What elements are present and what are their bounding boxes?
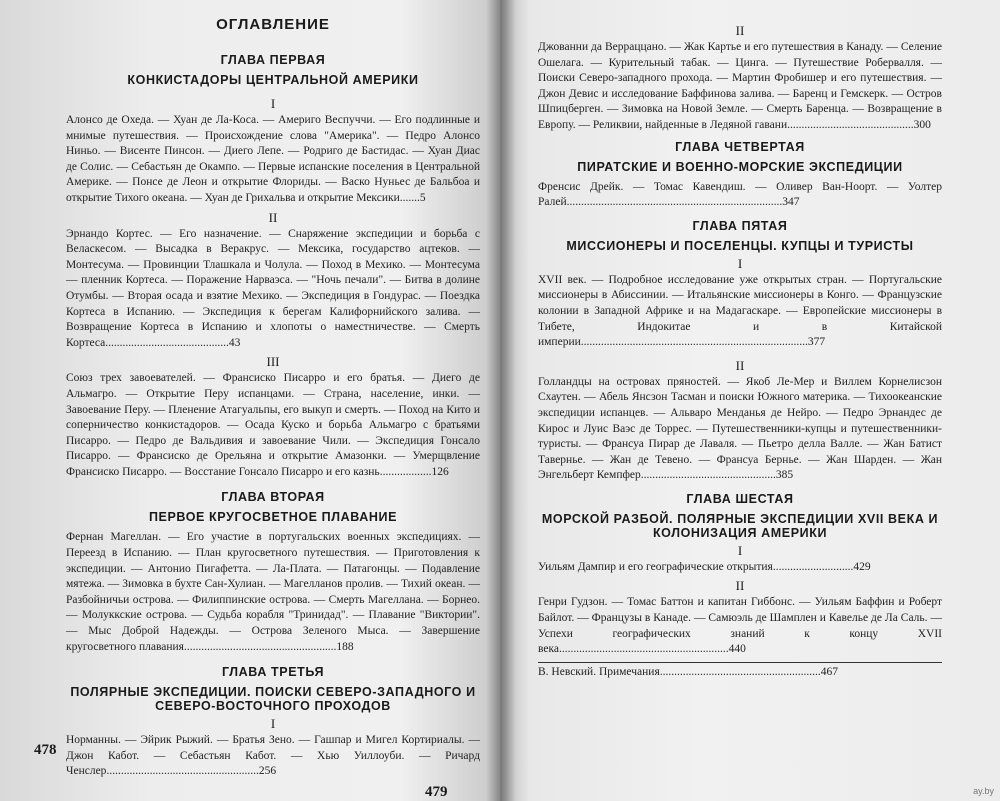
entry-page: 429: [853, 560, 871, 573]
entry-page: 440: [728, 643, 746, 656]
entry-page: 126: [431, 465, 449, 478]
book-gutter: [486, 0, 516, 801]
entry-page: 300: [913, 118, 931, 131]
toc-entry: В. Невский. Примечания........................................................467: [538, 665, 838, 678]
entry-page: 188: [336, 640, 354, 653]
chapter-6-section-1-number: I: [737, 542, 743, 558]
entry-text: Френсис Дрейк. — Томас Кавендиш. — Оливер Ван-Ноорт. — Уолтер Ралей: [538, 180, 942, 209]
chapter-4-title: ПИРАТСКИЕ И ВОЕННО-МОРСКИЕ ЭКСПЕДИЦИИ: [577, 159, 903, 174]
entry-text: Эрнандо Кортес. — Его назначение. — Снаряжение экспедиции и борьба с Веласкесом. — Высадка в Веракрус. — Мексика, государство ацтеков. — Монтесума. — Провинции Тлашкала и Чолула. — Поход в Мехико. — Монтесума — пленник Кортеса. — Поражение Нарваэса. — "Ночь печали". — Битва в долине Отумбы. — Вторая осада и взятие Мехико. — Экспедиция в Гондурас. — Поездка Кортеса в Испанию. — Экспедиция к берегам Калифорнийского залива. — Возвращение Кортеса в Испанию и хлопоты о наместничестве. — Смерть Кортеса: [66, 227, 480, 349]
chapter-5-heading: ГЛАВА ПЯТАЯ: [692, 218, 788, 233]
entry-text: Алонсо де Охеда. — Хуан де Ла-Коса. — Америго Веспуччи. — Его подлинные и мнимые путешествия. — Происхождение слова "Америка". — Педро Алонсо Ниньо. — Висенте Пинсон. — Диего Лепе. — Родриго де Бастидас. — Хуан Диас де Солис. — Себастьян де Окампо. — Первые испанские поселения в Центральной Америке. — Понсе де Леон и открытие Флориды. — Васко Нуньес де Бальбоа и открытие Тихого океана. — Хуан де Грихальва и открытие Мексики: [66, 114, 480, 204]
entry-page: 467: [820, 665, 838, 678]
toc-entry: Эрнандо Кортес. — Его назначение. — Снаряжение экспедиции и борьба с Веласкесом. — Высадка в Веракрус. — Мексика, государство ацтеков. — Монтесума. — Провинции Тлашкала и Чолула. — Поход в Мехико. — Монтесума — пленник Кортеса. — Поражение Нарваэса. — "Ночь печали". — Битва в долине Отумбы. — Вторая осада и взятие Мехико. — Экспедиция в Гондурас. — Поездка Кортеса в Испанию. — Экспедиция к берегам Калифорнийского залива. — Возвращение Кортеса в Испанию и хлопоты о наместничестве. — Смерть Кортеса...........................................43: [66, 227, 480, 349]
entry-page: 377: [807, 336, 826, 349]
page-number-right: 479: [425, 784, 448, 800]
entry-text: Уильям Дампир и его географические открытия: [538, 560, 773, 573]
chapter-5-section-1-number: I: [737, 255, 743, 271]
toc-entry: Алонсо де Охеда. — Хуан де Ла-Коса. — Америго Веспуччи. — Его подлинные и мнимые путешествия. — Происхождение слова "Америка". — Педро Алонсо Ниньо. — Висенте Пинсон. — Диего Лепе. — Родриго де Бастидас. — Хуан Диас де Солис. — Себастьян де Окампо. — Первые испанские поселения в Центральной Америке. — Понсе де Леон и открытие Флориды. — Васко Нуньес де Бальбоа и открытие Тихого океана. — Хуан де Грихальва и открытие Мексики.......5: [66, 114, 480, 204]
toc-entry: Генри Гудзон. — Томас Баттон и капитан Гиббонс. — Уильям Баффин и Роберт Байлот. — Французы в Канаде. — Самюэль де Шамплен и Кавелье де Ла Саль. — Успехи географических знаний к концу XVII века...........................................................440: [538, 596, 942, 656]
toc-title: ОГЛАВЛЕНИЕ: [216, 16, 330, 33]
chapter-1-section-1-number: I: [270, 96, 276, 111]
entry-text: Норманны. — Эйрик Рыжий. — Братья Зено. — Гашпар и Мигел Кортириалы. — Джон Кабот. — Себастьян Кабот. — Хью Уиллоуби. — Ричард Ченслер: [66, 734, 480, 778]
entry-text: Джованни да Верраццано. — Жак Картье и его путешествия в Канаду. — Селение Ошелага. — Курительный табак. — Цинга. — Путешествие Робервалля. — Поиски Северо-западного прохода. — Мартин Фробишер и его путешествия. — Джон Девис и исследование Баффинова залива. — Баренц и Гемскерк. — Остров Шпицберген. — Зимовка на Новой Земле. — Смерть Баренца. — Возвращение в Европу. — Реликвии, найденные в Ледяной гавани: [538, 41, 942, 131]
toc-entry: Норманны. — Эйрик Рыжий. — Братья Зено. — Гашпар и Мигел Кортириалы. — Джон Кабот. — Себастьян Кабот. — Хью Уиллоуби. — Ричард Ченслер.....................................................256: [66, 734, 480, 778]
chapter-1-section-2-number: II: [268, 209, 278, 225]
chapter-1-title: КОНКИСТАДОРЫ ЦЕНТРАЛЬНОЙ АМЕРИКИ: [127, 73, 419, 87]
chapter-3-title: ПОЛЯРНЫЕ ЭКСПЕДИЦИИ. ПОИСКИ СЕВЕРО-ЗАПАДНОГО И СЕВЕРО-ВОСТОЧНОГО ПРОХОДОВ: [70, 685, 476, 714]
right-page: [500, 0, 1000, 801]
chapter-5-section-2-number: II: [735, 357, 745, 373]
chapter-5-title: МИССИОНЕРЫ И ПОСЕЛЕНЦЫ. КУПЦЫ И ТУРИСТЫ: [566, 238, 914, 253]
entry-page: 256: [258, 765, 277, 778]
chapter-6-title: МОРСКОЙ РАЗБОЙ. ПОЛЯРНЫЕ ЭКСПЕДИЦИИ XVII ВЕКА И КОЛОНИЗАЦИЯ АМЕРИКИ: [541, 511, 939, 540]
chapter-2-heading: ГЛАВА ВТОРАЯ: [221, 490, 325, 505]
entry-page: 43: [228, 336, 241, 349]
toc-entry: XVII век. — Подробное исследование уже открытых стран. — Португальские миссионеры в Абиссинии. — Итальянские миссионеры в Конго. — Французские колонии в Западной Африке и на Мадагаскаре. — Европейские миссионеры в Тибете, Индокитае и в Китайской империи...............................................................................377: [538, 273, 942, 349]
chapter-2-title: ПЕРВОЕ КРУГОСВЕТНОЕ ПЛАВАНИЕ: [148, 510, 398, 525]
chapter-1-heading: ГЛАВА ПЕРВАЯ: [220, 53, 326, 67]
page-number-left: 478: [34, 742, 57, 758]
entry-text: Голландцы на островах пряностей. — Якоб Ле-Мер и Виллем Корнелисзон Схаутен. — Абель Янсзон Тасман и поиски Южного материка. — Тихоокеанские экспедиции испанцев. — Альваро Менданья де Нейро. — Педро Эрнандес де Кирос и Луис Ваэс де Торрес. — Путешественники-купцы и путешественники-туристы. — Франсуа Пирар де Лаваля. — Пьетро делла Валле. — Жан Батист Тавернье. — Жан де Тевено. — Франсуа Бернье. — Жан Шарден. — Жан Энгельберт Кемпфер: [538, 375, 942, 482]
toc-entry: Френсис Дрейк. — Томас Кавендиш. — Оливер Ван-Ноорт. — Уолтер Ралей...........................................................................347: [538, 180, 942, 209]
toc-entry: Фернан Магеллан. — Его участие в португальских военных экспедициях. — Переезд в Испанию. — План кругосветного путешествия. — Приготовления к экспедиции. — Антонио Пигафетта. — Ла-Плата. — Патагонцы. — Подавление мятежа. — Зимовка в бухте Сан-Хулиан. — Магелланов пролив. — Тихий океан. — Разбойничьи острова. — Филиппинские острова. — Смерть Магеллана. — Борнео. — Молуккские острова. — Судьба корабля "Тринидад". — Плавание "Виктории". — Мыс Доброй Надежды. — Острова Зеленого Мыса. — Завершение кругосветного плавания.....................................................188: [66, 531, 480, 653]
chapter-4-heading: ГЛАВА ЧЕТВЕРТАЯ: [675, 139, 805, 154]
entry-text: Генри Гудзон. — Томас Баттон и капитан Гиббонс. — Уильям Баффин и Роберт Байлот. — Французы в Канаде. — Самюэль де Шамплен и Кавелье де Ла Саль. — Успехи географических знаний к концу XVII века: [538, 596, 942, 656]
toc-entry: Голландцы на островах пряностей. — Якоб Ле-Мер и Виллем Корнелисзон Схаутен. — Абель Янсзон Тасман и поиски Южного материка. — Тихоокеанские экспедиции испанцев. — Альваро Менданья де Нейро. — Педро Эрнандес де Кирос и Луис Ваэс де Торрес. — Путешественники-купцы и путешественники-туристы. — Франсуа Пирар де Лаваля. — Пьетро делла Валле. — Жан Батист Тавернье. — Жан де Тевено. — Франсуа Бернье. — Жан Шарден. — Жан Энгельберт Кемпфер...............................................385: [538, 375, 942, 482]
toc-entry: Союз трех завоевателей. — Франсиско Писарро и его братья. — Диего де Альмагро. — Открытие Перу испанцами. — Страна, население, инки. — Завоевание Перу. — Пленение Атагуальпы, его выкуп и смерть. — Поход на Кито и соперничество конкистадоров. — Осада Куско и борьба Альмагро с братьями Писарро. — Педро де Вальдивия и завоевание Чили. — Экспедиция Гонсало Писарро. — Франсиско де Орельяна и открытие Амазонки. — Умерщвление Франсиско Писарро. — Восстание Гонсало Писарро и его казнь..................126: [66, 372, 480, 478]
chapter-6-heading: ГЛАВА ШЕСТАЯ: [686, 491, 794, 506]
entry-text: Фернан Магеллан. — Его участие в португальских военных экспедициях. — Переезд в Испанию. — План кругосветного путешествия. — Приготовления к экспедиции. — Антонио Пигафетта. — Ла-Плата. — Патагонцы. — Подавление мятежа. — Зимовка в бухте Сан-Хулиан. — Магелланов пролив. — Тихий океан. — Разбойничьи острова. — Филиппинские острова. — Смерть Магеллана. — Борнео. — Молуккские острова. — Судьба корабля "Тринидад". — Плавание "Виктории". — Мыс Доброй Надежды. — Острова Зеленого Мыса. — Завершение кругосветного плавания: [66, 531, 480, 653]
chapter-3-heading: ГЛАВА ТРЕТЬЯ: [221, 665, 325, 680]
entry-page: 347: [782, 196, 800, 209]
entry-text: Союз трех завоевателей. — Франсиско Писарро и его братья. — Диего де Альмагро. — Открытие Перу испанцами. — Страна, население, инки. — Завоевание Перу. — Пленение Атагуальпы, его выкуп и смерть. — Поход на Кито и соперничество конкистадоров. — Осада Куско и борьба Альмагро с братьями Писарро. — Педро де Вальдивия и завоевание Чили. — Экспедиция Гонсало Писарро. — Франсиско де Орельяна и открытие Амазонки. — Умерщвление Франсиско Писарро. — Восстание Гонсало Писарро и его казнь: [66, 372, 480, 478]
chapter-3-section-2-number: II: [735, 23, 745, 38]
toc-entry: Уильям Дампир и его географические открытия............................429: [538, 560, 871, 573]
chapter-1-section-3-number: III: [266, 354, 280, 370]
chapter-3-section-1-number: I: [270, 716, 276, 732]
entry-text: В. Невский. Примечания: [538, 665, 660, 678]
watermark: ay.by: [973, 786, 994, 796]
entry-page: 385: [775, 469, 794, 482]
toc-entry: Джованни да Верраццано. — Жак Картье и его путешествия в Канаду. — Селение Ошелага. — Курительный табак. — Цинга. — Путешествие Робервалля. — Поиски Северо-западного прохода. — Мартин Фробишер и его путешествия. — Джон Девис и исследование Баффинова залива. — Баренц и Гемскерк. — Остров Шпицберген. — Зимовка на Новой Земле. — Смерть Баренца. — Возвращение в Европу. — Реликвии, найденные в Ледяной гавани............................................300: [538, 41, 942, 131]
entry-page: 5: [419, 191, 426, 204]
divider: [538, 662, 942, 663]
entry-text: XVII век. — Подробное исследование уже открытых стран. — Португальские миссионеры в Абиссинии. — Итальянские миссионеры в Конго. — Французские колонии в Западной Африке и на Мадагаскаре. — Европейские миссионеры в Тибете, Индокитае и в Китайской империи: [538, 273, 942, 349]
chapter-6-section-2-number: II: [735, 578, 745, 594]
